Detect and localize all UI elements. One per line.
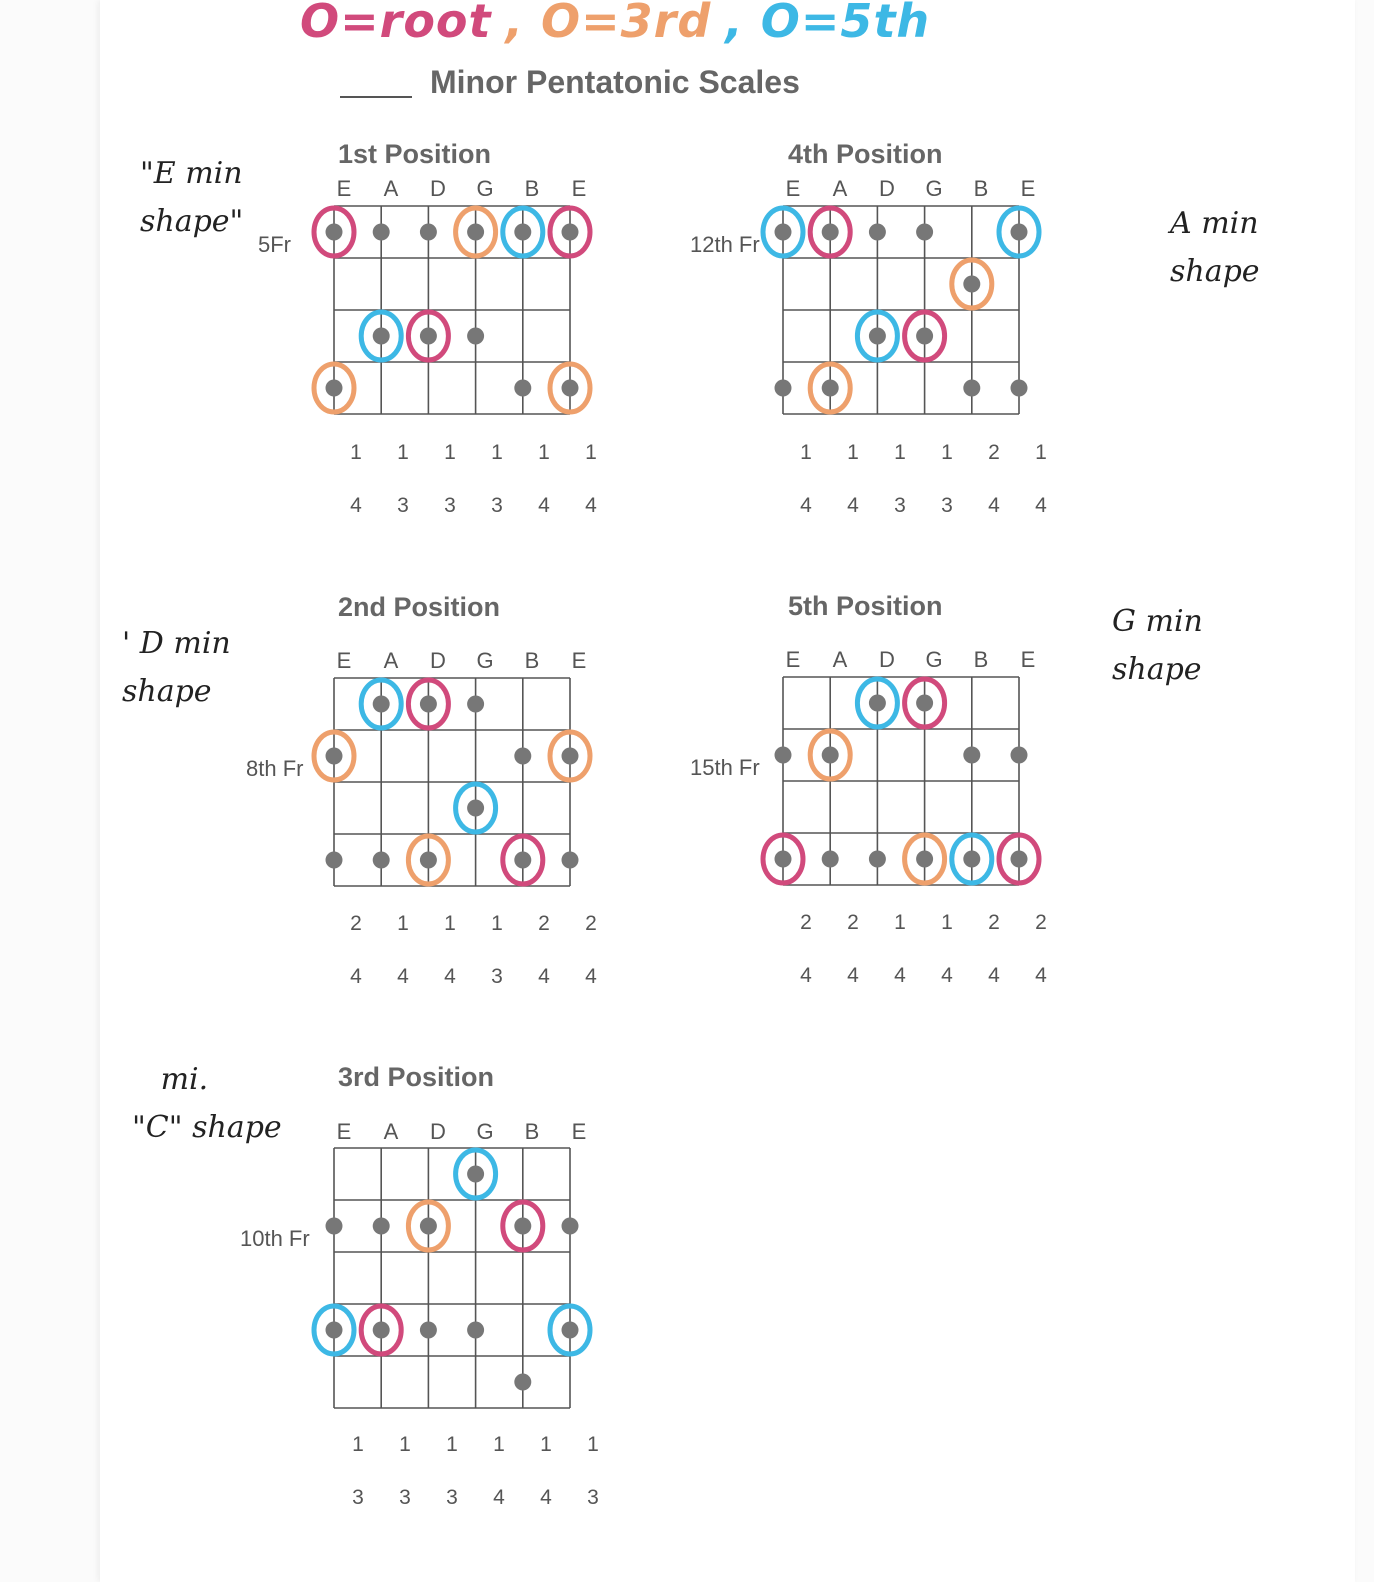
note-dot — [963, 276, 980, 293]
note-dot — [916, 224, 933, 241]
finger-numbers-top — [348, 1433, 608, 1459]
finger-number: 1 — [800, 441, 812, 464]
note-dot — [326, 1218, 343, 1235]
position-title: 2nd Position — [338, 592, 500, 622]
string-label: B — [973, 647, 989, 672]
position-title: 1st Position — [338, 139, 492, 169]
note-dot — [373, 852, 390, 869]
finger-number: 3 — [587, 1486, 599, 1509]
finger-number: 4 — [444, 965, 456, 988]
note-dot — [420, 1218, 437, 1235]
string-label: A — [383, 648, 399, 673]
note-dot — [562, 1322, 579, 1339]
finger-number: 4 — [941, 964, 953, 987]
color-legend — [300, 0, 944, 48]
note-dot — [373, 224, 390, 241]
finger-number: 2 — [538, 912, 550, 935]
string-label: E — [1020, 176, 1036, 201]
note-dot — [1011, 747, 1028, 764]
note-dot — [869, 851, 886, 868]
note-dot — [869, 328, 886, 345]
note-dot — [514, 748, 531, 765]
string-label: B — [524, 648, 540, 673]
finger-numbers-top — [796, 441, 1056, 467]
finger-number: 4 — [350, 965, 362, 988]
finger-number: 1 — [446, 1433, 458, 1456]
note-dot — [562, 852, 579, 869]
string-label: E — [785, 176, 801, 201]
string-label: G — [476, 648, 494, 673]
string-label: D — [430, 176, 446, 201]
note-dot — [514, 380, 531, 397]
finger-number: 4 — [1035, 964, 1047, 987]
fret-label: 12th Fr — [690, 232, 760, 257]
note-dot — [326, 852, 343, 869]
finger-number: 4 — [493, 1486, 505, 1509]
string-label: A — [832, 176, 848, 201]
string-label: E — [571, 176, 587, 201]
handwritten-shape-note: mi. "C" shape — [132, 1062, 282, 1145]
string-label: G — [925, 647, 943, 672]
finger-number: 4 — [350, 494, 362, 517]
note-dot — [916, 695, 933, 712]
note-dot — [775, 747, 792, 764]
note-dot — [562, 380, 579, 397]
handwritten-shape-note: ' D min shape — [122, 626, 231, 709]
note-dot — [420, 1322, 437, 1339]
finger-numbers-top — [346, 912, 606, 938]
note-dot — [916, 328, 933, 345]
finger-number: 3 — [352, 1486, 364, 1509]
handwritten-shape-note: G min shape — [1112, 604, 1203, 687]
finger-numbers-top — [346, 441, 606, 467]
note-dot — [775, 224, 792, 241]
string-label: B — [524, 1119, 540, 1144]
legend-third: , O=3rd — [505, 0, 712, 48]
note-dot — [963, 747, 980, 764]
legend-fifth: , O=5th — [725, 0, 931, 48]
finger-number: 4 — [847, 964, 859, 987]
finger-number: 3 — [941, 494, 953, 517]
note-dot — [326, 748, 343, 765]
finger-number: 4 — [585, 494, 597, 517]
key-blank-line — [340, 96, 412, 98]
string-label: G — [925, 176, 943, 201]
finger-number: 1 — [538, 441, 550, 464]
string-label: A — [383, 1119, 399, 1144]
string-label: D — [879, 176, 895, 201]
finger-number: 1 — [444, 912, 456, 935]
note-dot — [467, 1166, 484, 1183]
finger-number: 1 — [894, 911, 906, 934]
note-dot — [562, 1218, 579, 1235]
finger-number: 4 — [800, 494, 812, 517]
finger-number: 1 — [941, 441, 953, 464]
finger-number: 4 — [894, 964, 906, 987]
note-dot — [514, 224, 531, 241]
string-label: E — [785, 647, 801, 672]
finger-number: 4 — [988, 964, 1000, 987]
finger-number: 2 — [1035, 911, 1047, 934]
finger-number: 4 — [538, 494, 550, 517]
fret-label: 5Fr — [258, 232, 291, 257]
finger-number: 4 — [397, 965, 409, 988]
note-dot — [326, 224, 343, 241]
note-dot — [562, 224, 579, 241]
finger-number: 1 — [847, 441, 859, 464]
finger-number: 1 — [352, 1433, 364, 1456]
finger-number: 1 — [399, 1433, 411, 1456]
finger-number: 3 — [397, 494, 409, 517]
finger-number: 3 — [444, 494, 456, 517]
string-label: D — [430, 1119, 446, 1144]
fretboard-diagram — [763, 659, 1063, 909]
position-title: 3rd Position — [338, 1062, 495, 1092]
page-title: Minor Pentatonic Scales — [430, 64, 800, 100]
finger-number: 3 — [491, 965, 503, 988]
finger-number: 4 — [988, 494, 1000, 517]
note-dot — [326, 380, 343, 397]
note-dot — [1011, 851, 1028, 868]
note-dot — [420, 696, 437, 713]
string-label: E — [1020, 647, 1036, 672]
fretboard-diagram — [314, 188, 614, 438]
finger-number: 2 — [800, 911, 812, 934]
handwritten-shape-note: A min shape — [1170, 206, 1260, 289]
note-dot — [467, 696, 484, 713]
note-dot — [1011, 224, 1028, 241]
fret-label: 15th Fr — [690, 755, 760, 780]
finger-number: 1 — [397, 441, 409, 464]
finger-number: 1 — [350, 441, 362, 464]
fretboard-diagram — [314, 1130, 614, 1430]
note-dot — [514, 1218, 531, 1235]
fret-label: 10th Fr — [240, 1226, 310, 1251]
finger-number: 1 — [491, 912, 503, 935]
fretboard-diagram — [314, 660, 614, 910]
note-dot — [373, 328, 390, 345]
note-dot — [869, 224, 886, 241]
note-dot — [420, 224, 437, 241]
finger-number: 2 — [350, 912, 362, 935]
note-dot — [775, 851, 792, 868]
finger-number: 1 — [493, 1433, 505, 1456]
note-dot — [514, 852, 531, 869]
fretboard-diagram — [763, 188, 1063, 438]
finger-numbers-bottom — [796, 964, 1056, 990]
finger-number: 2 — [988, 441, 1000, 464]
position-title: 5th Position — [788, 591, 943, 621]
note-dot — [562, 748, 579, 765]
note-dot — [514, 1374, 531, 1391]
finger-number: 1 — [587, 1433, 599, 1456]
finger-number: 4 — [540, 1486, 552, 1509]
finger-number: 1 — [397, 912, 409, 935]
finger-number: 2 — [847, 911, 859, 934]
string-label: E — [571, 648, 587, 673]
string-label: D — [879, 647, 895, 672]
note-dot — [467, 328, 484, 345]
note-dot — [467, 800, 484, 817]
note-dot — [963, 851, 980, 868]
finger-number: 2 — [988, 911, 1000, 934]
note-dot — [869, 695, 886, 712]
finger-number: 1 — [941, 911, 953, 934]
finger-number: 3 — [446, 1486, 458, 1509]
note-dot — [822, 380, 839, 397]
note-dot — [467, 224, 484, 241]
string-label: A — [383, 176, 399, 201]
note-dot — [467, 1322, 484, 1339]
note-dot — [420, 328, 437, 345]
string-label: D — [430, 648, 446, 673]
note-dot — [963, 380, 980, 397]
note-dot — [822, 851, 839, 868]
string-label: G — [476, 176, 494, 201]
finger-number: 1 — [1035, 441, 1047, 464]
string-label: B — [973, 176, 989, 201]
finger-numbers-bottom — [346, 494, 606, 520]
string-label: E — [571, 1119, 587, 1144]
note-dot — [822, 224, 839, 241]
finger-number: 4 — [847, 494, 859, 517]
string-label: E — [336, 1119, 352, 1144]
finger-number: 4 — [1035, 494, 1047, 517]
finger-numbers-bottom — [796, 494, 1056, 520]
note-dot — [1011, 380, 1028, 397]
note-dot — [420, 852, 437, 869]
finger-number: 4 — [800, 964, 812, 987]
finger-number: 1 — [585, 441, 597, 464]
finger-number: 1 — [894, 441, 906, 464]
finger-number: 4 — [585, 965, 597, 988]
legend-root: O=root — [300, 0, 492, 48]
string-label: E — [336, 176, 352, 201]
note-dot — [373, 1322, 390, 1339]
finger-number: 1 — [491, 441, 503, 464]
note-dot — [916, 851, 933, 868]
finger-numbers-bottom — [346, 965, 606, 991]
finger-number: 3 — [399, 1486, 411, 1509]
fret-label: 8th Fr — [246, 756, 304, 781]
handwritten-shape-note: "E min shape" — [140, 156, 244, 239]
position-title: 4th Position — [788, 139, 943, 169]
finger-number: 3 — [894, 494, 906, 517]
finger-number: 2 — [585, 912, 597, 935]
finger-number: 4 — [538, 965, 550, 988]
note-dot — [822, 747, 839, 764]
note-dot — [326, 1322, 343, 1339]
finger-number: 1 — [540, 1433, 552, 1456]
finger-number: 1 — [444, 441, 456, 464]
finger-numbers-bottom — [348, 1486, 608, 1512]
string-label: A — [832, 647, 848, 672]
finger-number: 3 — [491, 494, 503, 517]
string-label: G — [476, 1119, 494, 1144]
note-dot — [373, 1218, 390, 1235]
note-dot — [373, 696, 390, 713]
finger-numbers-top — [796, 911, 1056, 937]
string-label: E — [336, 648, 352, 673]
string-label: B — [524, 176, 540, 201]
note-dot — [775, 380, 792, 397]
